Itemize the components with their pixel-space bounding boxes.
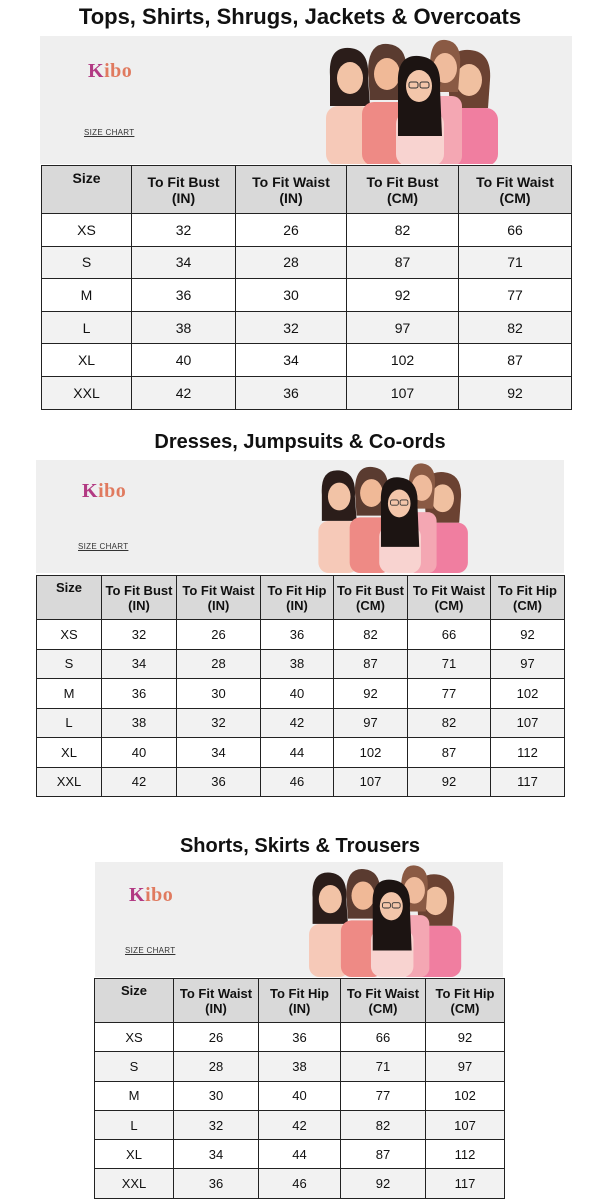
size-cell: M	[95, 1081, 174, 1110]
column-header: To Fit Bust (IN)	[102, 576, 177, 620]
measurement-cell: 26	[174, 1023, 259, 1052]
column-header: Size	[42, 166, 132, 214]
measurement-cell: 30	[177, 679, 261, 709]
section-2-banner	[36, 460, 564, 573]
measurement-cell: 28	[174, 1052, 259, 1081]
table-row	[37, 767, 565, 797]
measurement-cell: 30	[236, 279, 347, 312]
measurement-cell: 77	[459, 279, 572, 312]
table-header-row	[42, 166, 572, 214]
table-header-row	[95, 979, 505, 1023]
measurement-cell: 92	[334, 679, 408, 709]
measurement-cell: 38	[102, 708, 177, 738]
measurement-cell: 44	[261, 738, 334, 768]
table-row	[95, 1081, 505, 1110]
measurement-cell: 71	[408, 649, 491, 679]
measurement-cell: 92	[408, 767, 491, 797]
table-row	[37, 649, 565, 679]
measurement-cell: 87	[341, 1140, 426, 1169]
measurement-cell: 34	[132, 246, 236, 279]
measurement-cell: 77	[408, 679, 491, 709]
measurement-cell: 66	[341, 1023, 426, 1052]
measurement-cell: 38	[259, 1052, 341, 1081]
column-header: To Fit Hip (IN)	[261, 576, 334, 620]
measurement-cell: 36	[132, 279, 236, 312]
column-header: Size	[37, 576, 102, 620]
measurement-cell: 71	[459, 246, 572, 279]
size-cell: XL	[95, 1140, 174, 1169]
size-chart-label: SIZE CHART	[125, 946, 176, 955]
measurement-cell: 102	[347, 344, 459, 377]
measurement-cell: 42	[261, 708, 334, 738]
measurement-cell: 40	[102, 738, 177, 768]
size-cell: S	[95, 1052, 174, 1081]
measurement-cell: 36	[236, 376, 347, 409]
size-table-bottoms	[94, 978, 505, 1199]
measurement-cell: 71	[341, 1052, 426, 1081]
section-3-title: Shorts, Skirts & Trousers	[179, 835, 421, 857]
size-cell: L	[42, 311, 132, 344]
table-row	[37, 708, 565, 738]
brand-logo: Kibo	[129, 884, 174, 906]
table-row	[42, 376, 572, 409]
measurement-cell: 34	[236, 344, 347, 377]
measurement-cell: 36	[261, 620, 334, 650]
measurement-cell: 97	[347, 311, 459, 344]
column-header: Size	[95, 979, 174, 1023]
column-header: To Fit Waist (CM)	[408, 576, 491, 620]
column-header: To Fit Waist (CM)	[341, 979, 426, 1023]
measurement-cell: 66	[459, 214, 572, 247]
measurement-cell: 107	[347, 376, 459, 409]
measurement-cell: 36	[259, 1023, 341, 1052]
column-header: To Fit Bust (CM)	[347, 166, 459, 214]
measurement-cell: 87	[347, 246, 459, 279]
size-cell: S	[42, 246, 132, 279]
table-row	[95, 1052, 505, 1081]
measurement-cell: 97	[334, 708, 408, 738]
size-cell: XS	[37, 620, 102, 650]
measurement-cell: 34	[102, 649, 177, 679]
measurement-cell: 32	[132, 214, 236, 247]
measurement-cell: 97	[426, 1052, 505, 1081]
brand-logo: Kibo	[88, 60, 133, 82]
measurement-cell: 46	[259, 1169, 341, 1198]
measurement-cell: 117	[491, 767, 565, 797]
brand-logo: Kibo	[82, 480, 127, 502]
measurement-cell: 82	[341, 1110, 426, 1139]
measurement-cell: 28	[236, 246, 347, 279]
section-3-banner	[95, 862, 503, 977]
measurement-cell: 38	[261, 649, 334, 679]
measurement-cell: 32	[236, 311, 347, 344]
column-header: To Fit Waist (IN)	[236, 166, 347, 214]
column-header: To Fit Waist (IN)	[174, 979, 259, 1023]
table-row	[95, 1110, 505, 1139]
measurement-cell: 44	[259, 1140, 341, 1169]
measurement-cell: 34	[177, 738, 261, 768]
measurement-cell: 97	[491, 649, 565, 679]
section-1-banner	[40, 36, 572, 164]
measurement-cell: 42	[102, 767, 177, 797]
measurement-cell: 28	[177, 649, 261, 679]
column-header: To Fit Hip (CM)	[426, 979, 505, 1023]
size-cell: XS	[95, 1023, 174, 1052]
size-chart-label: SIZE CHART	[78, 542, 129, 551]
measurement-cell: 92	[491, 620, 565, 650]
size-chart-label: SIZE CHART	[84, 128, 135, 137]
size-cell: M	[37, 679, 102, 709]
measurement-cell: 38	[132, 311, 236, 344]
measurement-cell: 36	[174, 1169, 259, 1198]
size-cell: L	[95, 1110, 174, 1139]
women-illustration	[301, 862, 471, 977]
measurement-cell: 102	[491, 679, 565, 709]
size-table-tops	[41, 165, 572, 410]
size-table-dresses	[36, 575, 565, 797]
measurement-cell: 92	[426, 1023, 505, 1052]
measurement-cell: 87	[334, 649, 408, 679]
measurement-cell: 112	[426, 1140, 505, 1169]
measurement-cell: 34	[174, 1140, 259, 1169]
measurement-cell: 112	[491, 738, 565, 768]
size-cell: XL	[37, 738, 102, 768]
measurement-cell: 92	[341, 1169, 426, 1198]
size-cell: M	[42, 279, 132, 312]
size-cell: L	[37, 708, 102, 738]
measurement-cell: 82	[334, 620, 408, 650]
table-row	[95, 1169, 505, 1198]
section-2-title: Dresses, Jumpsuits & Co-ords	[154, 431, 446, 453]
measurement-cell: 107	[334, 767, 408, 797]
measurement-cell: 26	[177, 620, 261, 650]
measurement-cell: 82	[459, 311, 572, 344]
measurement-cell: 107	[426, 1110, 505, 1139]
table-row	[95, 1140, 505, 1169]
size-cell: XL	[42, 344, 132, 377]
measurement-cell: 102	[426, 1081, 505, 1110]
size-cell: XS	[42, 214, 132, 247]
measurement-cell: 102	[334, 738, 408, 768]
table-row	[42, 214, 572, 247]
measurement-cell: 26	[236, 214, 347, 247]
measurement-cell: 66	[408, 620, 491, 650]
column-header: To Fit Hip (CM)	[491, 576, 565, 620]
measurement-cell: 87	[459, 344, 572, 377]
column-header: To Fit Bust (IN)	[132, 166, 236, 214]
section-1-title: Tops, Shirts, Shrugs, Jackets & Overcoats	[78, 4, 522, 29]
table-row	[42, 344, 572, 377]
measurement-cell: 117	[426, 1169, 505, 1198]
table-row	[37, 738, 565, 768]
measurement-cell: 42	[132, 376, 236, 409]
measurement-cell: 82	[408, 708, 491, 738]
measurement-cell: 46	[261, 767, 334, 797]
column-header: To Fit Waist (CM)	[459, 166, 572, 214]
size-cell: XXL	[42, 376, 132, 409]
women-illustration	[318, 36, 508, 164]
column-header: To Fit Bust (CM)	[334, 576, 408, 620]
measurement-cell: 32	[177, 708, 261, 738]
measurement-cell: 36	[102, 679, 177, 709]
measurement-cell: 92	[347, 279, 459, 312]
measurement-cell: 92	[459, 376, 572, 409]
table-row	[42, 279, 572, 312]
column-header: To Fit Waist (IN)	[177, 576, 261, 620]
measurement-cell: 32	[102, 620, 177, 650]
table-row	[37, 679, 565, 709]
measurement-cell: 77	[341, 1081, 426, 1110]
measurement-cell: 30	[174, 1081, 259, 1110]
table-row	[42, 311, 572, 344]
measurement-cell: 87	[408, 738, 491, 768]
measurement-cell: 40	[259, 1081, 341, 1110]
measurement-cell: 40	[132, 344, 236, 377]
measurement-cell: 107	[491, 708, 565, 738]
measurement-cell: 42	[259, 1110, 341, 1139]
table-header-row	[37, 576, 565, 620]
measurement-cell: 40	[261, 679, 334, 709]
measurement-cell: 32	[174, 1110, 259, 1139]
measurement-cell: 82	[347, 214, 459, 247]
size-cell: XXL	[37, 767, 102, 797]
size-cell: S	[37, 649, 102, 679]
table-row	[42, 246, 572, 279]
measurement-cell: 36	[177, 767, 261, 797]
size-cell: XXL	[95, 1169, 174, 1198]
women-illustration	[304, 460, 484, 573]
table-row	[95, 1023, 505, 1052]
table-row	[37, 620, 565, 650]
column-header: To Fit Hip (IN)	[259, 979, 341, 1023]
